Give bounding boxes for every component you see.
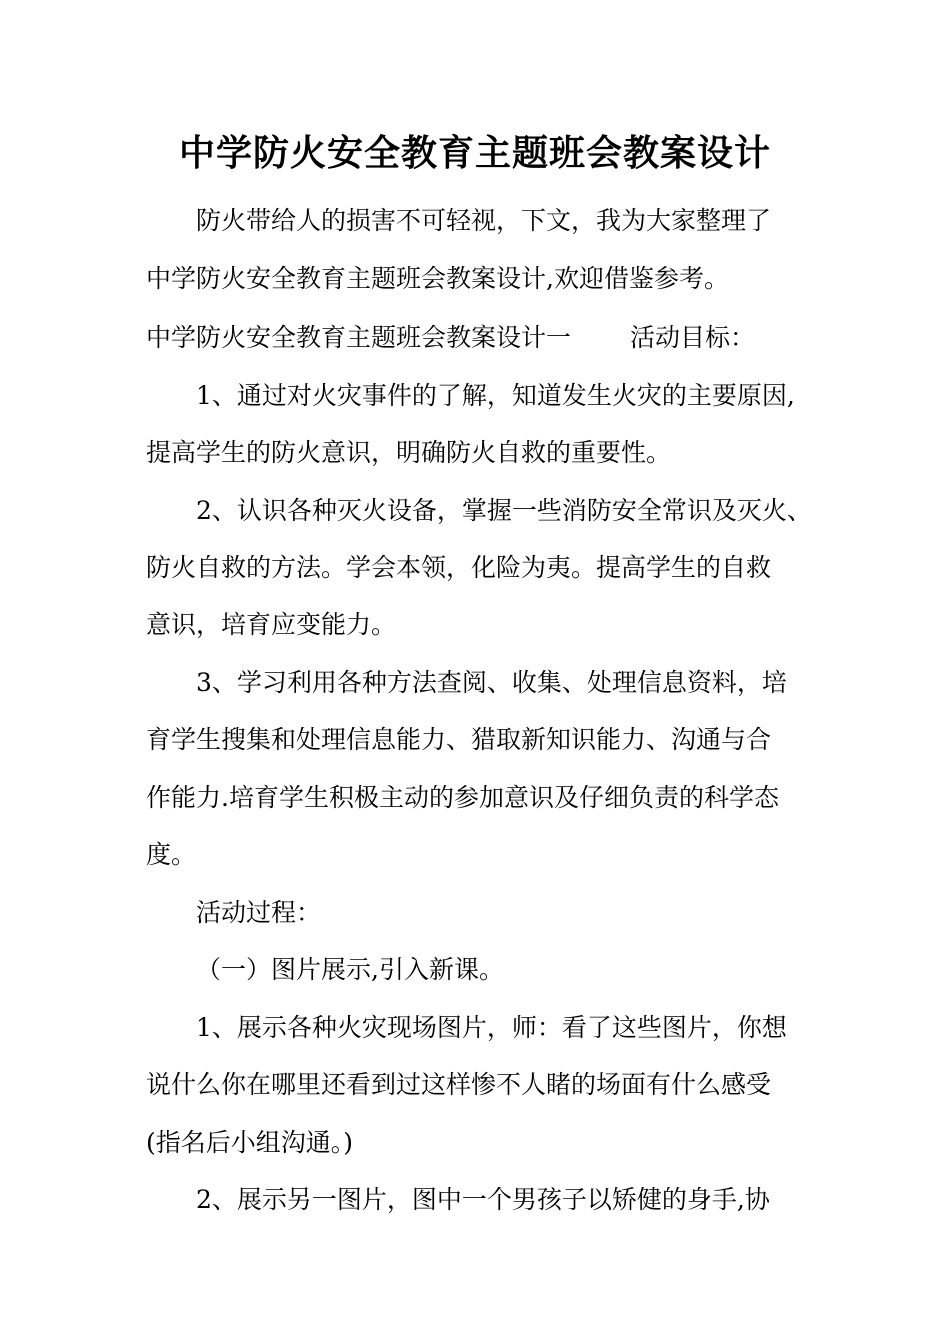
activity-goals-heading: 活动目标： (630, 323, 756, 352)
goal-1-line-1: 1、通过对火灾事件的了解，知道发生火灾的主要原因, (196, 381, 795, 410)
goal-2-line-2: 防火自救的方法。学会本领，化险为夷。提高学生的自救 (146, 553, 772, 582)
step-1-item-1-line-1: 1、展示各种火灾现场图片，师：看了这些图片，你想 (196, 1013, 787, 1042)
intro-line-1: 防火带给人的损害不可轻视，下文，我为大家整理了 (196, 206, 772, 235)
goal-3-line-3: 作能力.培育学生积极主动的参加意识及仔细负责的科学态 (146, 783, 779, 812)
intro-line-2: 中学防火安全教育主题班会教案设计,欢迎借鉴参考。 (146, 264, 729, 293)
step-1-item-1-line-3: (指名后小组沟通。) (146, 1128, 354, 1157)
goal-3-line-1: 3、学习利用各种方法查阅、收集、处理信息资料，培 (196, 668, 787, 697)
step-1-heading: （一）图片展示,引入新课。 (196, 955, 504, 984)
goal-3-line-2: 育学生搜集和处理信息能力、猎取新知识能力、沟通与合 (146, 725, 772, 754)
step-1-item-1-line-2: 说什么你在哪里还看到过这样惨不人睹的场面有什么感受 (146, 1070, 772, 1099)
goal-1-line-2: 提高学生的防火意识，明确防火自救的重要性。 (146, 438, 672, 467)
activity-process-heading: 活动过程： (196, 898, 322, 927)
section-heading: 中学防火安全教育主题班会教案设计一 (146, 323, 572, 352)
goal-3-line-4: 度。 (146, 840, 197, 869)
step-1-item-2-line-1: 2、展示另一图片，图中一个男孩子以矫健的身手,协 (196, 1185, 770, 1214)
goal-2-line-3: 意识，培育应变能力。 (146, 610, 397, 639)
document-title: 中学防火安全教育主题班会教案设计 (178, 132, 771, 174)
goal-2-line-1: 2、认识各种灭火设备，掌握一些消防安全常识及灭火、 (196, 496, 812, 525)
